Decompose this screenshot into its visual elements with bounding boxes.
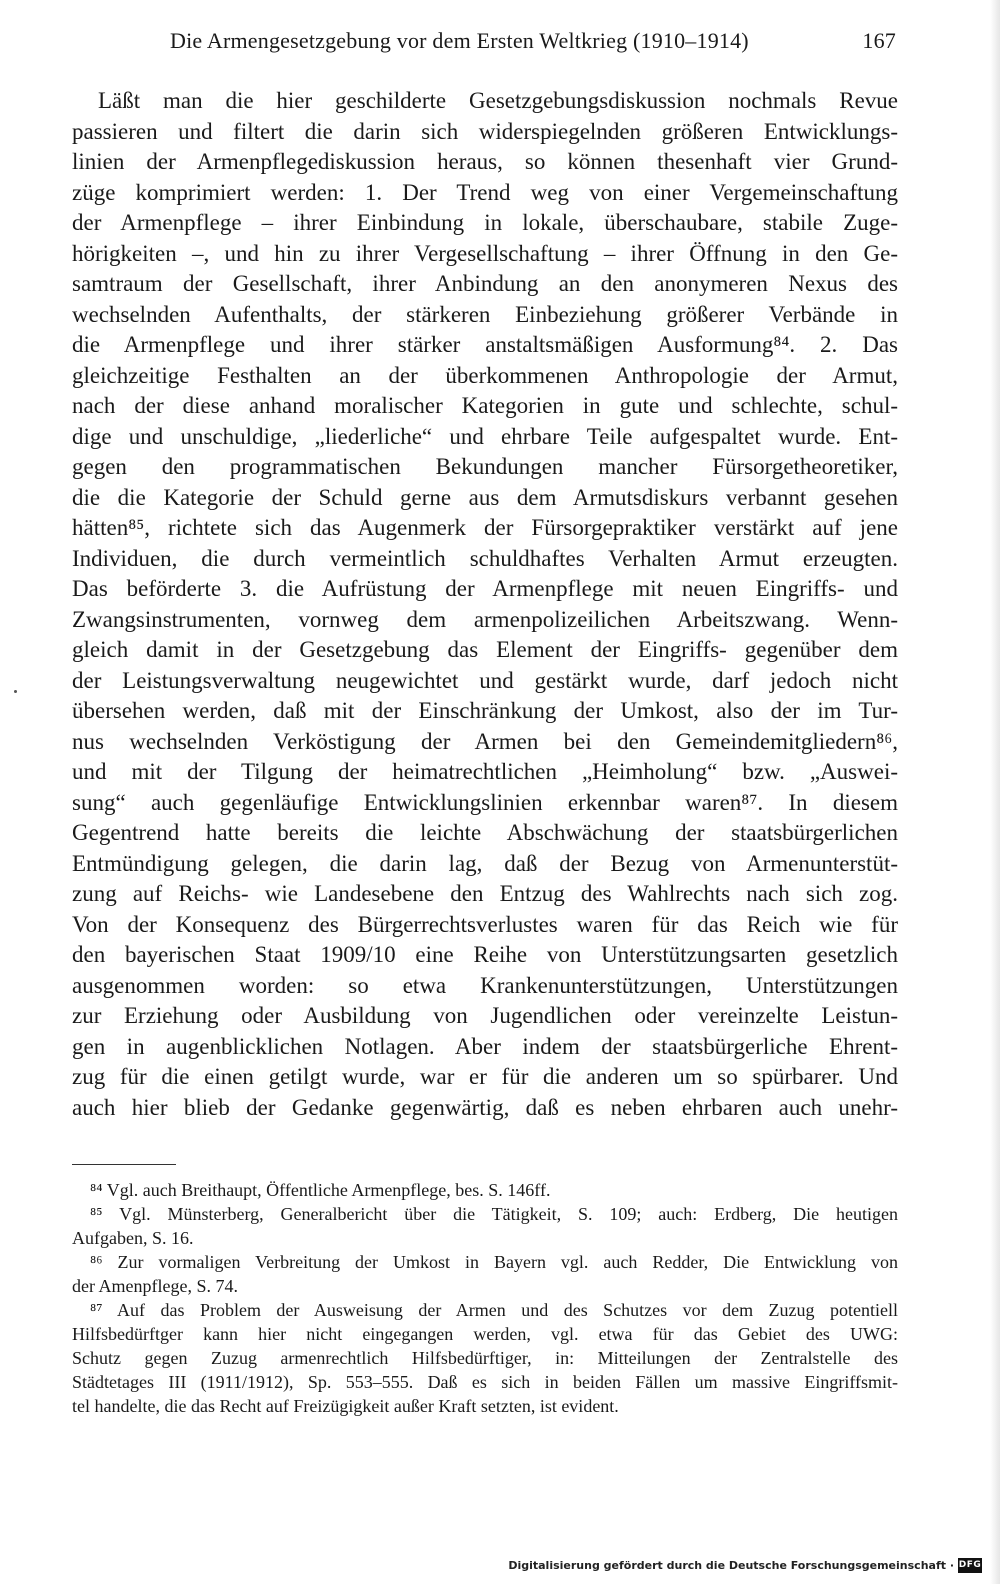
body-line: Individuen, die durch vermeintlich schuldhaftes Verhalten Armut erzeugten. (72, 545, 898, 571)
body-line: der Leistungsverwaltung neugewichtet und gestärkt wurde, darf jedoch nicht (72, 667, 898, 693)
running-header (70, 28, 896, 62)
page-number: 167 (862, 28, 896, 53)
footnote-87-cont: Städtetages III (1911/1912), Sp. 553–555. Daß es sich in beiden Fällen um massive Eingriffsmit- (72, 1372, 898, 1392)
footnote-87-cont: Schutz gegen Zuzug armenrechtlich Hilfsbedürftiger, in: Mitteilungen der Zentralstelle des (72, 1348, 898, 1368)
footnote-separator (72, 1164, 176, 1165)
footnote-85: ⁸⁵ Vgl. Münsterberg, Generalbericht über die Tätigkeit, S. 109; auch: Erdberg, Die heutigen (90, 1204, 898, 1224)
body-line: die Armenpflege und ihrer stärker anstaltsmäßigen Ausformung⁸⁴. 2. Das (72, 332, 898, 357)
body-line: hörigkeiten –, und hin zu ihrer Vergesellschaftung – ihrer Öffnung in den Ge- (72, 240, 898, 266)
body-line: zur Erziehung oder Ausbildung von Jugendlichen oder vereinzelte Leistun- (72, 1003, 898, 1028)
body-line: dige und unschuldige, „liederliche“ und ehrbare Teile aufgespaltet wurde. Ent- (72, 423, 898, 449)
body-line: übersehen werden, daß mit der Einschränkung der Umkost, also der im Tur- (72, 698, 898, 723)
footnote-84: ⁸⁴ Vgl. auch Breithaupt, Öffentliche Armenpflege, bes. S. 146ff. (90, 1180, 551, 1200)
body-line: ausgenommen worden: so etwa Krankenunterstützungen, Unterstützungen (72, 972, 898, 998)
footnote-87-cont: tel handelte, die das Recht auf Freizügigkeit außer Kraft setzten, ist evident. (72, 1396, 619, 1416)
body-line: Gegentrend hatte bereits die leichte Abschwächung der staatsbürgerlichen (72, 820, 898, 845)
body-line: wechselnden Aufenthalts, der stärkeren Einbeziehung größerer Verbände in (72, 301, 898, 327)
body-line: nus wechselnden Verköstigung der Armen bei den Gemeindemitgliedern⁸⁶, (72, 728, 898, 754)
body-line: auch hier blieb der Gedanke gegenwärtig, daß es neben ehrbaren auch unehr- (72, 1094, 898, 1120)
digitization-credit: Digitalisierung gefördert durch die Deutsche Forschungsgemeinschaft · (508, 1559, 954, 1572)
body-line: gleichzeitige Festhalten an der überkommenen Anthropologie der Armut, (72, 362, 898, 388)
footnote-87: ⁸⁷ Auf das Problem der Ausweisung der Armen und des Schutzes vor dem Zuzug potentiell (90, 1300, 898, 1320)
body-line: die die Kategorie der Schuld gerne aus dem Armutsdiskurs verbannt gesehen (72, 484, 898, 510)
body-line: und mit der Tilgung der heimatrechtlichen „Heimholung“ bzw. „Auswei- (72, 759, 898, 784)
dfg-logo: DFG (958, 1558, 982, 1573)
body-line: passieren und filtert die darin sich widerspiegelnden größeren Entwicklungs- (72, 118, 898, 144)
footnotes (72, 1178, 898, 1418)
footnote-86: ⁸⁶ Zur vormaligen Verbreitung der Umkost in Bayern vgl. auch Redder, Die Entwicklung von (90, 1252, 898, 1272)
body-line: samtraum der Gesellschaft, ihrer Anbindung an den anonymeren Nexus des (72, 271, 898, 296)
body-line: Von der Konsequenz des Bürgerrechtsverlustes waren für das Reich wie für (72, 911, 898, 937)
footnote-85-cont: Aufgaben, S. 16. (72, 1228, 194, 1248)
body-line: zug für die einen getilgt wurde, war er für die anderen um so spürbarer. Und (72, 1064, 898, 1089)
body-line: sung“ auch gegenläufige Entwicklungslinien erkennbar waren⁸⁷. In diesem (72, 789, 898, 815)
body-line: linien der Armenpflegediskussion heraus, so können thesenhaft vier Grund- (72, 149, 898, 174)
body-line: den bayerischen Staat 1909/10 eine Reihe von Unterstützungsarten gesetzlich (72, 942, 898, 967)
running-title: Die Armengesetzgebung vor dem Ersten Weltkrieg (1910–1914) (170, 28, 749, 53)
margin-mark (14, 690, 17, 693)
page-edge-shadow (990, 0, 1000, 1584)
body-line: nach der diese anhand moralischer Kategorien in gute und schlechte, schul- (72, 393, 898, 418)
body-text (72, 86, 898, 1123)
footnote-86-cont: der Amenpflege, S. 74. (72, 1276, 238, 1296)
body-line: zung auf Reichs- wie Landesebene den Entzug des Wahlrechts nach sich zog. (72, 881, 898, 906)
body-line: Entmündigung gelegen, die darin lag, daß der Bezug von Armenunterstüt- (72, 850, 898, 876)
body-line: gleich damit in der Gesetzgebung das Element der Eingriffs- gegenüber dem (72, 637, 898, 662)
body-line: gegen den programmatischen Bekundungen mancher Fürsorgetheoretiker, (72, 454, 898, 479)
body-line: züge komprimiert werden: 1. Der Trend weg von einer Vergemeinschaftung (72, 179, 898, 205)
body-line: Läßt man die hier geschilderte Gesetzgebungsdiskussion nochmals Revue (98, 88, 898, 113)
body-line: gen in augenblicklichen Notlagen. Aber indem der staatsbürgerliche Ehrent- (72, 1033, 898, 1059)
body-line: Das beförderte 3. die Aufrüstung der Armenpflege mit neuen Eingriffs- und (72, 576, 898, 601)
body-line: Zwangsinstrumenten, vornweg dem armenpolizeilichen Arbeitszwang. Wenn- (72, 606, 898, 632)
body-line: hätten⁸⁵, richtete sich das Augenmerk der Fürsorgepraktiker verstärkt auf jene (72, 515, 898, 540)
body-line: der Armenpflege – ihrer Einbindung in lokale, überschaubare, stabile Zuge- (72, 210, 898, 235)
footnote-87-cont: Hilfsbedürftger kann hier nicht eingegangen werden, vgl. etwa für das Gebiet des UWG: (72, 1324, 898, 1344)
